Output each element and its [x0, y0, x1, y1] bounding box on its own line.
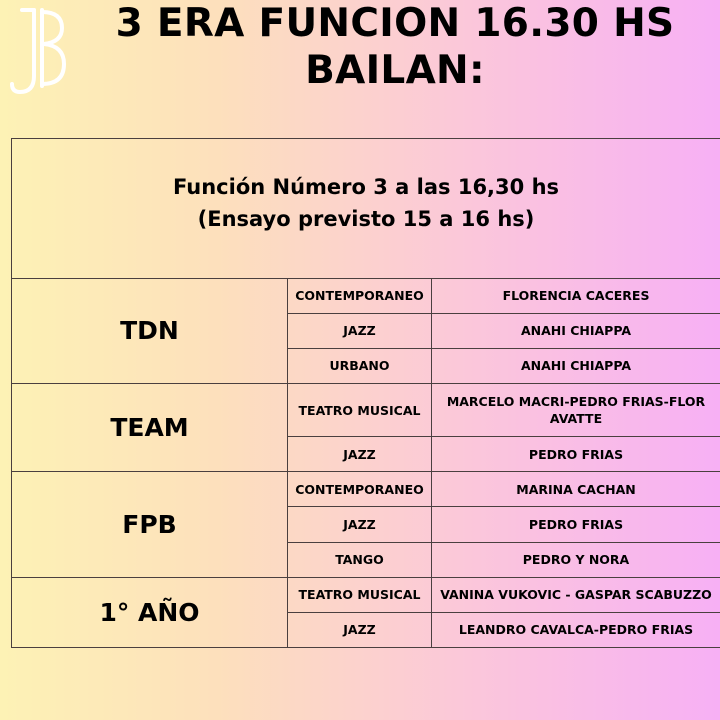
teacher-cell: PEDRO FRIAS — [432, 437, 720, 472]
style-cell: CONTEMPORANEO — [288, 278, 432, 313]
style-cell: TEATRO MUSICAL — [288, 383, 432, 436]
title-line-2: BAILAN: — [305, 48, 485, 93]
function-number: Función Número 3 a las 16,30 hs — [172, 175, 560, 200]
teacher-cell: ANAHI CHIAPPA — [432, 313, 720, 348]
page-title — [80, 0, 710, 94]
style-cell: JAZZ — [288, 612, 432, 647]
style-cell: JAZZ — [288, 437, 432, 472]
teacher-cell: PEDRO FRIAS — [432, 507, 720, 542]
style-cell: URBANO — [288, 348, 432, 383]
teacher-cell: MARCELO MACRI-PEDRO FRIAS-FLOR AVATTE — [432, 383, 720, 436]
teacher-cell: PEDRO Y NORA — [432, 542, 720, 577]
teacher-cell: ANAHI CHIAPPA — [432, 348, 720, 383]
title-line-1: 3 ERA FUNCION 16.30 HS — [115, 1, 675, 46]
style-cell: CONTEMPORANEO — [288, 472, 432, 507]
teacher-cell: VANINA VUKOVIC - GASPAR SCABUZZO — [432, 577, 720, 612]
function-info — [12, 139, 720, 279]
group-name: FPB — [12, 472, 288, 577]
group-name: TEAM — [12, 383, 288, 471]
rehearsal-time: (Ensayo previsto 15 a 16 hs) — [197, 207, 535, 232]
style-cell: TANGO — [288, 542, 432, 577]
group-name: 1° AÑO — [12, 577, 288, 647]
jb-logo — [8, 2, 68, 98]
teacher-cell: LEANDRO CAVALCA-PEDRO FRIAS — [432, 612, 720, 647]
group-name: TDN — [12, 278, 288, 383]
table-row — [12, 278, 720, 313]
style-cell: TEATRO MUSICAL — [288, 577, 432, 612]
table-row — [12, 383, 720, 436]
table-row — [12, 472, 720, 507]
schedule-table — [11, 138, 720, 648]
teacher-cell: FLORENCIA CACERES — [432, 278, 720, 313]
style-cell: JAZZ — [288, 507, 432, 542]
table-row — [12, 577, 720, 612]
style-cell: JAZZ — [288, 313, 432, 348]
teacher-cell: MARINA CACHAN — [432, 472, 720, 507]
